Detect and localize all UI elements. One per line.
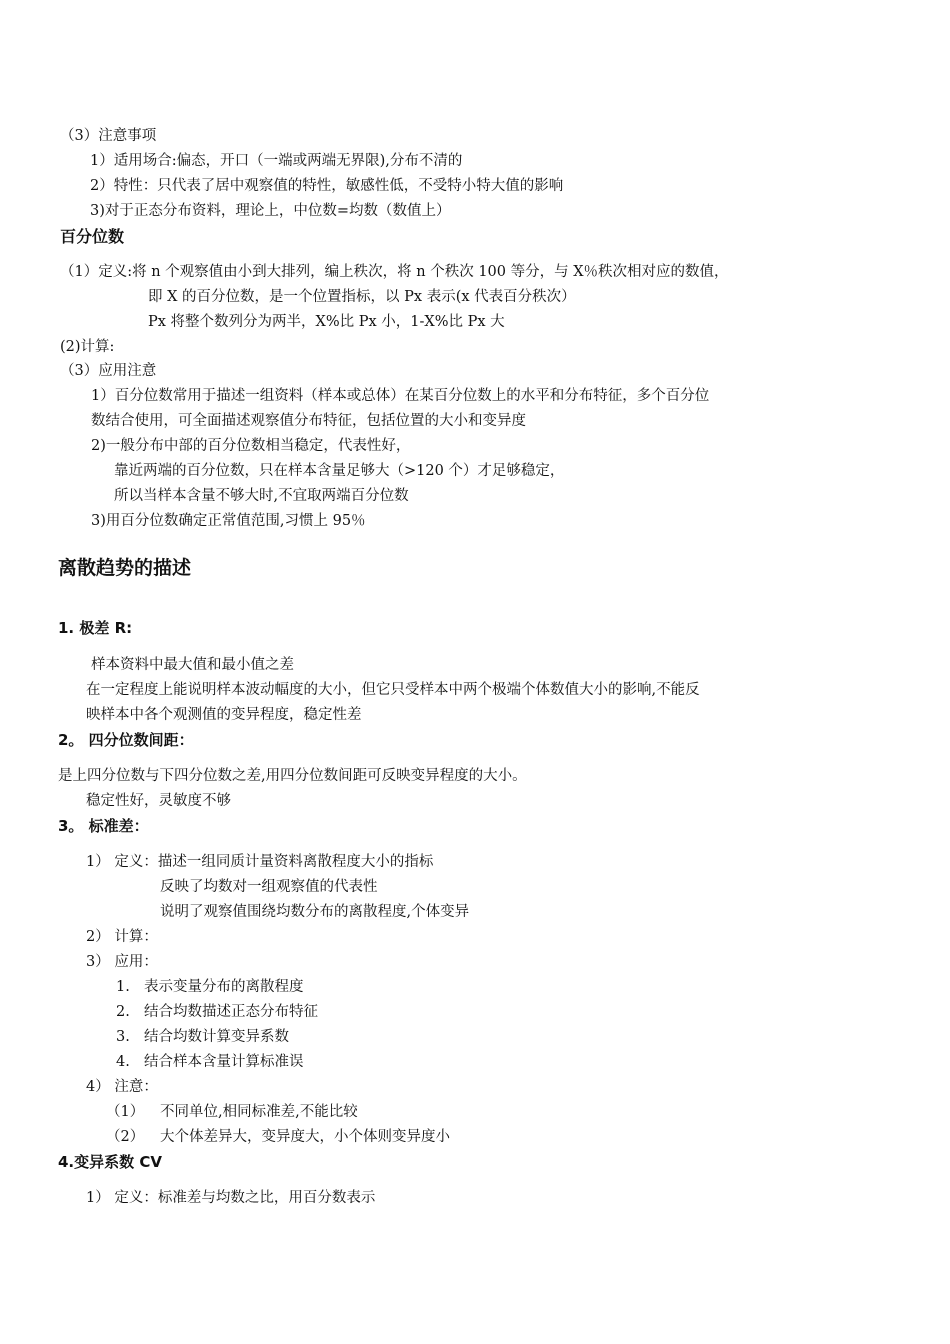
sd-app-num-1: 1. (116, 979, 130, 995)
dispersion-title: 离散趋势的描述 (58, 557, 192, 579)
percentile-app-2b: 靠近两端的百分位数，只在样本含量足够大（>120 个）才足够稳定， (114, 463, 565, 479)
percentile-calc: (2)计算: (60, 339, 115, 355)
percentile-def-2: 即 X 的百分位数，是一个位置指标，以 Px 表示(x 代表百分秩次） (148, 289, 576, 305)
percentile-title: 百分位数 (60, 227, 125, 246)
sd-note: 4） 注意： (86, 1079, 158, 1095)
range-line-2: 在一定程度上能说明样本波动幅度的大小，但它只受样本中两个极端个体数值大小的影响,不能反 (86, 682, 700, 698)
percentile-app-3: 3)用百分位数确定正常值范围,习惯上 95％ (91, 513, 366, 529)
cv-def: 1） 定义：标准差与均数之比，用百分数表示 (86, 1190, 376, 1206)
notes-heading: （3）注意事项 (60, 128, 157, 144)
cv-heading: 4.变异系数 CV (58, 1153, 162, 1171)
notes-item-3: 3)对于正态分布资料，理论上，中位数=均数（数值上） (90, 203, 451, 219)
notes-item-2: 2）特性：只代表了居中观察值的特性，敏感性低，不受特小特大值的影响 (90, 178, 564, 194)
percentile-app-1a: 1）百分位数常用于描述一组资料（样本或总体）在某百分位数上的水平和分布特征，多个百分位 (91, 388, 710, 404)
percentile-def-3: Px 将整个数列分为两半，X%比 Px 小，1-X%比 Px 大 (148, 314, 505, 330)
sd-def-2: 反映了均数对一组观察值的代表性 (160, 879, 378, 895)
iqr-heading: 2。 四分位数间距： (58, 731, 194, 749)
sd-app-text-1: 表示变量分布的离散程度 (144, 979, 304, 995)
percentile-def-1: （1）定义:将 n 个观察值由小到大排列，编上秩次，将 n 个秩次 100 等分，与 X％秩次相对应的数值， (60, 264, 729, 280)
range-line-1: 样本资料中最大值和最小值之差 (91, 657, 294, 673)
sd-app-num-3: 3. (116, 1029, 130, 1045)
range-heading: 1. 极差 R: (58, 619, 133, 637)
notes-item-1: 1）适用场合:偏态，开口（一端或两端无界限),分布不清的 (90, 153, 463, 169)
percentile-app-1b: 数结合使用，可全面描述观察值分布特征，包括位置的大小和变异度 (91, 413, 526, 429)
sd-app-text-2: 结合均数描述正态分布特征 (144, 1004, 318, 1020)
sd-note-text-1: 不同单位,相同标准差,不能比较 (160, 1104, 358, 1120)
sd-heading: 3。 标准差： (58, 817, 149, 835)
percentile-app-heading: （3）应用注意 (60, 363, 157, 379)
iqr-line-2: 稳定性好，灵敏度不够 (86, 793, 231, 809)
sd-app-text-3: 结合均数计算变异系数 (144, 1029, 289, 1045)
sd-def-1: 1） 定义：描述一组同质计量资料离散程度大小的指标 (86, 854, 434, 870)
sd-note-num-2: （2） (106, 1129, 145, 1145)
sd-app-num-2: 2. (116, 1004, 130, 1020)
sd-def-3: 说明了观察值围绕均数分布的离散程度,个体变异 (160, 904, 470, 920)
sd-app: 3） 应用： (86, 954, 158, 970)
percentile-app-2c: 所以当样本含量不够大时,不宜取两端百分位数 (114, 488, 409, 504)
range-line-3: 映样本中各个观测值的变异程度，稳定性差 (86, 707, 362, 723)
sd-app-num-4: 4. (116, 1054, 130, 1070)
percentile-app-2a: 2)一般分布中部的百分位数相当稳定，代表性好， (91, 438, 411, 454)
iqr-line-1: 是上四分位数与下四分位数之差,用四分位数间距可反映变异程度的大小。 (58, 768, 527, 784)
sd-note-text-2: 大个体差异大，变异度大，小个体则变异度小 (160, 1129, 450, 1145)
sd-calc: 2） 计算： (86, 929, 158, 945)
sd-note-num-1: （1） (106, 1104, 145, 1120)
sd-app-text-4: 结合样本含量计算标准误 (144, 1054, 304, 1070)
